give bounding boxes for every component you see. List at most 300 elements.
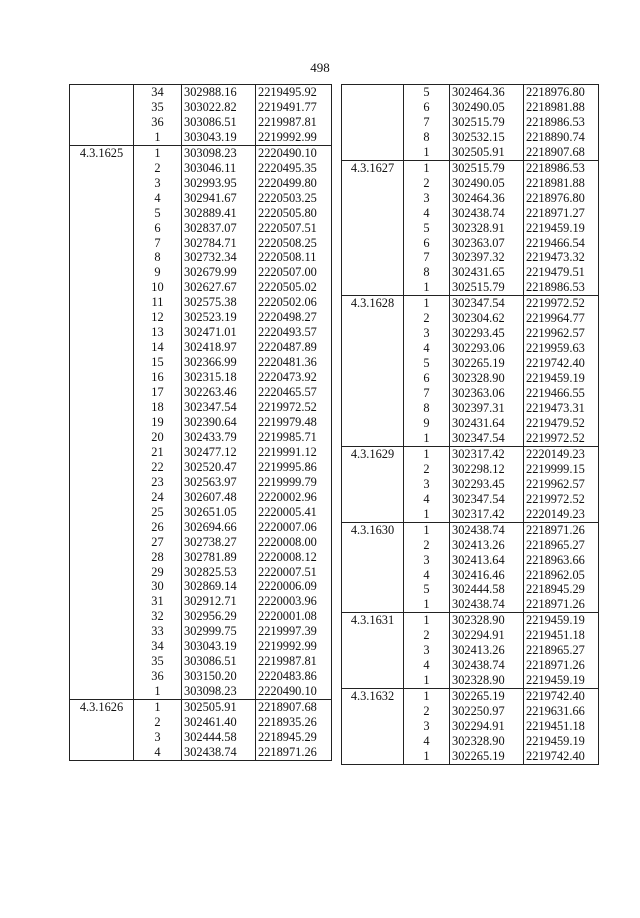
y-coordinate: 2218986.53 [524, 115, 599, 130]
y-coordinate: 2220008.12 [256, 550, 332, 565]
y-coordinate: 2218963.66 [524, 553, 599, 568]
y-coordinate: 2218945.29 [524, 582, 599, 597]
point-number: 4 [423, 491, 430, 506]
x-coordinate: 302328.90 [450, 371, 524, 386]
point-number: 35 [151, 99, 164, 114]
x-coordinate: 302515.79 [450, 160, 524, 175]
y-coordinate: 2218945.29 [256, 730, 332, 745]
y-coordinate: 2218907.68 [256, 700, 332, 715]
x-coordinate: 302694.66 [182, 520, 256, 535]
section-code [70, 684, 134, 699]
section-code [70, 745, 134, 760]
section-code [342, 658, 404, 673]
section-code [70, 370, 134, 385]
point-number: 6 [423, 99, 430, 114]
section-code [70, 669, 134, 684]
x-coordinate: 302627.67 [182, 280, 256, 295]
coordinate-row [342, 689, 599, 704]
point-number: 16 [151, 370, 164, 385]
point-number: 36 [151, 669, 164, 684]
point-number: 7 [423, 250, 430, 265]
point-number: 1 [404, 749, 450, 764]
point-number: 4 [423, 567, 430, 582]
point-number: 1 [134, 145, 182, 160]
point-number: 7 [423, 114, 430, 129]
coordinate-row [70, 176, 332, 191]
coordinate-row [342, 431, 599, 446]
x-coordinate: 302438.74 [450, 597, 524, 612]
coordinate-row [342, 522, 599, 537]
point-number: 2 [423, 704, 430, 719]
point-number: 34 [134, 85, 182, 100]
section-code [70, 295, 134, 310]
coordinate-row [70, 385, 332, 400]
section-code [70, 639, 134, 654]
y-coordinate: 2219987.81 [256, 115, 332, 130]
section-code [342, 265, 404, 280]
x-coordinate: 302515.79 [450, 280, 524, 295]
section-code [70, 280, 134, 295]
section-code [342, 416, 404, 431]
coordinate-row [342, 265, 599, 280]
x-coordinate: 302956.29 [182, 609, 256, 624]
y-coordinate: 2218976.80 [524, 85, 599, 100]
section-code [342, 597, 404, 612]
coordinate-row [70, 415, 332, 430]
section-code [342, 326, 404, 341]
x-coordinate: 302265.19 [450, 356, 524, 371]
x-coordinate: 302651.05 [182, 505, 256, 520]
y-coordinate: 2219466.54 [524, 236, 599, 251]
section-code [70, 535, 134, 550]
point-number: 33 [151, 624, 164, 639]
y-coordinate: 2219479.51 [524, 265, 599, 280]
section-code [342, 115, 404, 130]
section-code [70, 340, 134, 355]
x-coordinate: 302732.34 [182, 250, 256, 265]
section-code [70, 654, 134, 669]
coordinate-row [342, 582, 599, 597]
y-coordinate: 2220503.25 [256, 191, 332, 206]
y-coordinate: 2220465.57 [256, 385, 332, 400]
coordinate-row [342, 145, 599, 160]
coordinate-row [70, 295, 332, 310]
coordinate-row [342, 462, 599, 477]
section-code [342, 176, 404, 191]
x-coordinate: 302363.06 [450, 386, 524, 401]
coordinate-row [342, 356, 599, 371]
y-coordinate: 2220495.35 [256, 161, 332, 176]
y-coordinate: 2219972.52 [524, 431, 599, 446]
coordinate-row [342, 401, 599, 416]
coordinate-row [342, 236, 599, 251]
point-number: 8 [423, 129, 430, 144]
coordinate-row [342, 206, 599, 221]
coordinate-row [70, 265, 332, 280]
x-coordinate: 302328.90 [450, 673, 524, 688]
coordinate-row [70, 191, 332, 206]
y-coordinate: 2219991.12 [256, 445, 332, 460]
x-coordinate: 302438.74 [450, 658, 524, 673]
section-code [342, 401, 404, 416]
x-coordinate: 302366.99 [182, 355, 256, 370]
coordinate-row [70, 520, 332, 535]
coordinate-row [70, 340, 332, 355]
coordinate-row [342, 477, 599, 492]
y-coordinate: 2219451.18 [524, 628, 599, 643]
y-coordinate: 2219962.57 [524, 326, 599, 341]
point-number: 24 [151, 489, 164, 504]
point-number: 4 [423, 658, 430, 673]
x-coordinate: 302464.36 [450, 191, 524, 206]
y-coordinate: 2220507.51 [256, 221, 332, 236]
x-coordinate: 302304.62 [450, 311, 524, 326]
section-code [342, 734, 404, 749]
point-number: 2 [423, 461, 430, 476]
x-coordinate: 302390.64 [182, 415, 256, 430]
x-coordinate: 302532.15 [450, 130, 524, 145]
coordinate-row [70, 594, 332, 609]
y-coordinate: 2219742.40 [524, 356, 599, 371]
section-code [342, 206, 404, 221]
section-code [70, 505, 134, 520]
point-number: 2 [154, 715, 161, 730]
coordinate-row [342, 749, 599, 764]
coordinate-table-left [69, 84, 332, 761]
point-number: 6 [423, 371, 430, 386]
x-coordinate: 302347.54 [450, 296, 524, 311]
point-number: 30 [151, 579, 164, 594]
section-code [342, 191, 404, 206]
y-coordinate: 2220483.86 [256, 669, 332, 684]
coordinate-row [342, 250, 599, 265]
coordinate-row [342, 597, 599, 612]
section-code: 4.3.1627 [342, 160, 404, 175]
coordinate-row [70, 100, 332, 115]
x-coordinate: 302889.41 [182, 206, 256, 221]
point-number: 8 [423, 265, 430, 280]
y-coordinate: 2220007.51 [256, 565, 332, 580]
coordinate-row [342, 553, 599, 568]
section-code [70, 115, 134, 130]
point-number: 23 [151, 474, 164, 489]
x-coordinate: 302607.48 [182, 490, 256, 505]
section-code [70, 236, 134, 251]
section-code [70, 206, 134, 221]
coordinate-row [70, 161, 332, 176]
point-number: 5 [423, 220, 430, 235]
coordinate-row [342, 386, 599, 401]
coordinate-row [70, 355, 332, 370]
x-coordinate: 302397.31 [450, 401, 524, 416]
point-number: 1 [404, 145, 450, 160]
point-number: 36 [151, 114, 164, 129]
y-coordinate: 2219459.19 [524, 673, 599, 688]
coordinate-row [342, 613, 599, 628]
section-code [70, 400, 134, 415]
y-coordinate: 2220007.06 [256, 520, 332, 535]
y-coordinate: 2218981.88 [524, 100, 599, 115]
y-coordinate: 2220490.10 [256, 684, 332, 699]
y-coordinate: 2220508.25 [256, 236, 332, 251]
y-coordinate: 2219495.92 [256, 85, 332, 100]
point-number: 27 [151, 534, 164, 549]
section-code: 4.3.1632 [342, 689, 404, 704]
x-coordinate: 302438.74 [182, 745, 256, 760]
section-code: 4.3.1628 [342, 296, 404, 311]
x-coordinate: 302837.07 [182, 221, 256, 236]
x-coordinate: 302293.06 [450, 341, 524, 356]
point-number: 7 [423, 386, 430, 401]
x-coordinate: 302328.90 [450, 734, 524, 749]
y-coordinate: 2220490.10 [256, 145, 332, 160]
coordinate-row [342, 538, 599, 553]
point-number: 2 [154, 160, 161, 175]
x-coordinate: 303046.11 [182, 161, 256, 176]
x-coordinate: 302505.91 [450, 145, 524, 160]
y-coordinate: 2220493.57 [256, 325, 332, 340]
x-coordinate: 302293.45 [450, 477, 524, 492]
section-code [70, 100, 134, 115]
y-coordinate: 2220498.27 [256, 310, 332, 325]
x-coordinate: 302461.40 [182, 715, 256, 730]
section-code [342, 719, 404, 734]
y-coordinate: 2219473.32 [524, 250, 599, 265]
point-number: 25 [151, 504, 164, 519]
point-number: 3 [423, 552, 430, 567]
point-number: 1 [404, 280, 450, 295]
point-number: 4 [154, 190, 161, 205]
y-coordinate: 2219742.40 [524, 689, 599, 704]
x-coordinate: 302825.53 [182, 565, 256, 580]
coordinate-row [70, 400, 332, 415]
section-code [70, 475, 134, 490]
point-number: 3 [423, 326, 430, 341]
point-number: 3 [423, 476, 430, 491]
point-number: 1 [404, 673, 450, 688]
x-coordinate: 302464.36 [450, 85, 524, 100]
y-coordinate: 2220149.23 [524, 507, 599, 522]
section-code [70, 550, 134, 565]
point-number: 3 [423, 190, 430, 205]
x-coordinate: 303022.82 [182, 100, 256, 115]
section-code [342, 704, 404, 719]
section-code [70, 161, 134, 176]
section-code [342, 85, 404, 100]
section-code [70, 265, 134, 280]
y-coordinate: 2220505.02 [256, 280, 332, 295]
coordinate-row [342, 341, 599, 356]
x-coordinate: 303098.23 [182, 684, 256, 699]
coordinate-row [70, 85, 332, 100]
x-coordinate: 302347.54 [182, 400, 256, 415]
y-coordinate: 2219995.86 [256, 460, 332, 475]
section-code [342, 492, 404, 507]
y-coordinate: 2218986.53 [524, 280, 599, 295]
coordinate-row [70, 535, 332, 550]
section-code [342, 130, 404, 145]
point-number: 26 [151, 519, 164, 534]
y-coordinate: 2219479.52 [524, 416, 599, 431]
y-coordinate: 2220002.96 [256, 490, 332, 505]
y-coordinate: 2219964.77 [524, 311, 599, 326]
section-code [70, 609, 134, 624]
y-coordinate: 2218971.26 [524, 658, 599, 673]
x-coordinate: 302294.91 [450, 628, 524, 643]
section-code [70, 520, 134, 535]
y-coordinate: 2220499.80 [256, 176, 332, 191]
y-coordinate: 2219992.99 [256, 639, 332, 654]
coordinate-row [70, 505, 332, 520]
x-coordinate: 302781.89 [182, 550, 256, 565]
x-coordinate: 302490.05 [450, 100, 524, 115]
point-number: 3 [423, 643, 430, 658]
y-coordinate: 2219466.55 [524, 386, 599, 401]
y-coordinate: 2220473.92 [256, 370, 332, 385]
section-code [342, 643, 404, 658]
coordinate-row [342, 658, 599, 673]
coordinate-table-right [341, 84, 599, 765]
y-coordinate: 2219987.81 [256, 654, 332, 669]
point-number: 35 [151, 654, 164, 669]
point-number: 1 [404, 522, 450, 537]
point-number: 28 [151, 549, 164, 564]
point-number: 21 [151, 444, 164, 459]
x-coordinate: 302347.54 [450, 492, 524, 507]
x-coordinate: 302575.38 [182, 295, 256, 310]
coordinate-row [342, 643, 599, 658]
section-code: 4.3.1625 [70, 145, 134, 160]
y-coordinate: 2219962.57 [524, 477, 599, 492]
point-number: 1 [134, 684, 182, 699]
coordinate-row [342, 446, 599, 461]
y-coordinate: 2220149.23 [524, 446, 599, 461]
section-code [70, 715, 134, 730]
point-number: 1 [404, 597, 450, 612]
x-coordinate: 302363.07 [450, 236, 524, 251]
coordinate-row [70, 669, 332, 684]
y-coordinate: 2218971.26 [256, 745, 332, 760]
section-code [342, 477, 404, 492]
y-coordinate: 2218971.27 [524, 206, 599, 221]
y-coordinate: 2219972.52 [524, 296, 599, 311]
section-code [70, 445, 134, 460]
point-number: 22 [151, 459, 164, 474]
x-coordinate: 302941.67 [182, 191, 256, 206]
coordinate-row [342, 191, 599, 206]
section-code [342, 386, 404, 401]
x-coordinate: 303098.23 [182, 145, 256, 160]
section-code [70, 85, 134, 100]
x-coordinate: 302738.27 [182, 535, 256, 550]
section-code [342, 371, 404, 386]
y-coordinate: 2219742.40 [524, 749, 599, 764]
y-coordinate: 2218981.88 [524, 176, 599, 191]
section-code: 4.3.1629 [342, 446, 404, 461]
point-number: 1 [404, 296, 450, 311]
x-coordinate: 302418.97 [182, 340, 256, 355]
point-number: 5 [404, 85, 450, 100]
coordinate-row [342, 719, 599, 734]
coordinate-row [70, 700, 332, 715]
y-coordinate: 2219999.15 [524, 462, 599, 477]
x-coordinate: 302413.26 [450, 538, 524, 553]
x-coordinate: 302523.19 [182, 310, 256, 325]
y-coordinate: 2218976.80 [524, 191, 599, 206]
point-number: 19 [151, 414, 164, 429]
section-code [70, 594, 134, 609]
x-coordinate: 302416.46 [450, 568, 524, 583]
coordinate-row [342, 160, 599, 175]
point-number: 17 [151, 385, 164, 400]
x-coordinate: 302431.65 [450, 265, 524, 280]
section-code [70, 730, 134, 745]
section-code [70, 565, 134, 580]
x-coordinate: 302515.79 [450, 115, 524, 130]
point-number: 1 [134, 700, 182, 715]
y-coordinate: 2220507.00 [256, 265, 332, 280]
x-coordinate: 302471.01 [182, 325, 256, 340]
section-code [342, 431, 404, 446]
section-code [70, 310, 134, 325]
x-coordinate: 302679.99 [182, 265, 256, 280]
x-coordinate: 302265.19 [450, 749, 524, 764]
y-coordinate: 2219959.63 [524, 341, 599, 356]
x-coordinate: 302265.19 [450, 689, 524, 704]
y-coordinate: 2219459.19 [524, 613, 599, 628]
point-number: 4 [423, 341, 430, 356]
y-coordinate: 2219631.66 [524, 704, 599, 719]
page-number: 498 [310, 60, 330, 75]
coordinate-row [70, 579, 332, 594]
coordinate-row [70, 250, 332, 265]
section-code [342, 673, 404, 688]
section-code [342, 568, 404, 583]
y-coordinate: 2220481.36 [256, 355, 332, 370]
coordinate-row [342, 734, 599, 749]
x-coordinate: 302328.91 [450, 221, 524, 236]
coordinate-row [70, 430, 332, 445]
x-coordinate: 302438.74 [450, 206, 524, 221]
coordinate-row [342, 326, 599, 341]
x-coordinate: 302250.97 [450, 704, 524, 719]
coordinate-row [70, 221, 332, 236]
coordinate-row [70, 325, 332, 340]
section-code [342, 553, 404, 568]
point-number: 20 [151, 429, 164, 444]
section-code [70, 250, 134, 265]
coordinate-row [342, 85, 599, 100]
x-coordinate: 302505.91 [182, 700, 256, 715]
point-number: 9 [423, 415, 430, 430]
coordinate-row [70, 639, 332, 654]
x-coordinate: 302490.05 [450, 176, 524, 191]
section-code [342, 280, 404, 295]
section-code [342, 582, 404, 597]
section-code [342, 221, 404, 236]
section-code [342, 236, 404, 251]
point-number: 8 [423, 401, 430, 416]
section-code: 4.3.1626 [70, 700, 134, 715]
y-coordinate: 2219972.52 [256, 400, 332, 415]
coordinate-row [70, 684, 332, 699]
section-code [70, 176, 134, 191]
section-code [70, 385, 134, 400]
x-coordinate: 303043.19 [182, 639, 256, 654]
coordinate-row [70, 370, 332, 385]
point-number: 34 [151, 639, 164, 654]
section-code [70, 191, 134, 206]
